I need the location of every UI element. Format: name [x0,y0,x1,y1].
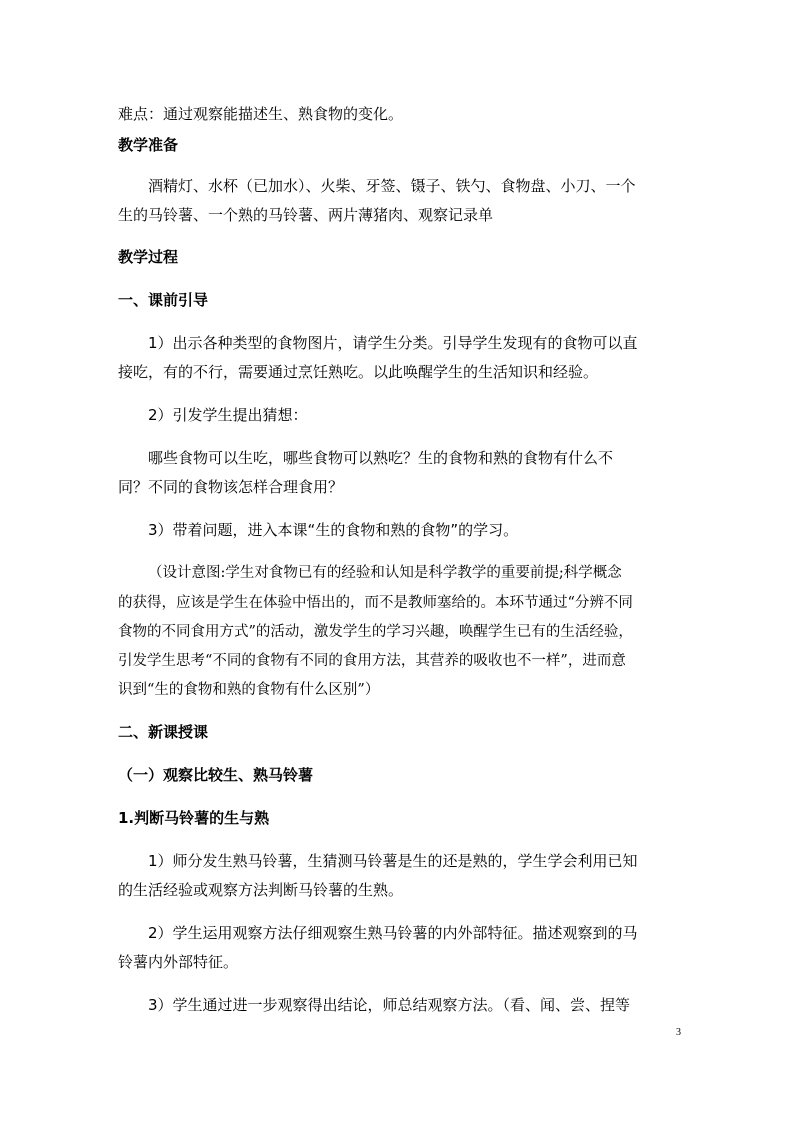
step1-line-1: 1）出示各种类型的食物图片，请学生分类。引导学生发现有的食物可以直 [148,334,638,352]
heading-preparation: 教学准备 [118,136,179,154]
potato-step2-line-1: 2）学生运用观察方法仔细观察生熟马铃薯的内外部特征。描述观察到的马 [148,924,638,942]
heading-pre-class: 一、课前引导 [118,291,209,309]
design-intent-line-3: 食物的不同食用方式”的活动，激发学生的学习兴趣，唤醒学生已有的生活经验， [118,624,633,640]
potato-step1-line-2: 的生活经验或观察方法判断马铃薯的生熟。 [118,881,404,899]
potato-step1-line-1: 1）师分发生熟马铃薯，生猜测马铃薯是生的还是熟的，学生学会利用已知 [148,852,638,870]
design-intent-line-4: 引发学生思考“不同的食物有不同的食用方法，其营养的吸收也不一样”，进而意 [118,653,626,669]
materials-line-2: 生的马铃薯、一个熟的马铃薯、两片薄猪肉、观察记录单 [118,206,494,224]
design-intent-line-5: 识到“生的食物和熟的食物有什么区别”） [118,682,380,698]
heading-process: 教学过程 [118,248,179,266]
step3-line: 3）带着问题，进入本课“生的食物和熟的食物”的学习。 [148,521,519,539]
step1-line-2: 接吃，有的不行，需要通过烹饪熟吃。以此唤醒学生的生活知识和经验。 [118,363,599,381]
question-line-1: 哪些食物可以生吃，哪些食物可以熟吃？生的食物和熟的食物有什么不 [148,449,614,467]
heading-observe-potato: （一）观察比较生、熟马铃薯 [118,766,314,784]
potato-step3-line-1: 3）学生通过进一步观察得出结论，师总结观察方法。（看、闻、尝、捏等 [148,996,631,1014]
question-line-2: 同？不同的食物该怎样合理食用？ [118,478,344,496]
page-number: 3 [676,1027,681,1038]
design-intent-line-2: 的获得，应该是学生在体验中悟出的，而不是教师塞给的。本环节通过“分辨不同 [118,595,633,611]
materials-line-1: 酒精灯、水杯（已加水）、火柴、牙签、镊子、铁勺、食物盘、小刀、一个 [148,177,636,195]
heading-judge-potato: 1.判断马铃薯的生与熟 [118,809,270,827]
step2-line: 2）引发学生提出猜想： [148,406,308,424]
difficulty-line: 难点：通过观察能描述生、熟食物的变化。 [118,105,404,123]
heading-new-lesson: 二、新课授课 [118,723,209,741]
potato-step2-line-2: 铃薯内外部特征。 [118,953,239,971]
design-intent-line-1: （设计意图:学生对食物已有的经验和认知是科学教学的重要前提;科学概念 [148,565,622,581]
